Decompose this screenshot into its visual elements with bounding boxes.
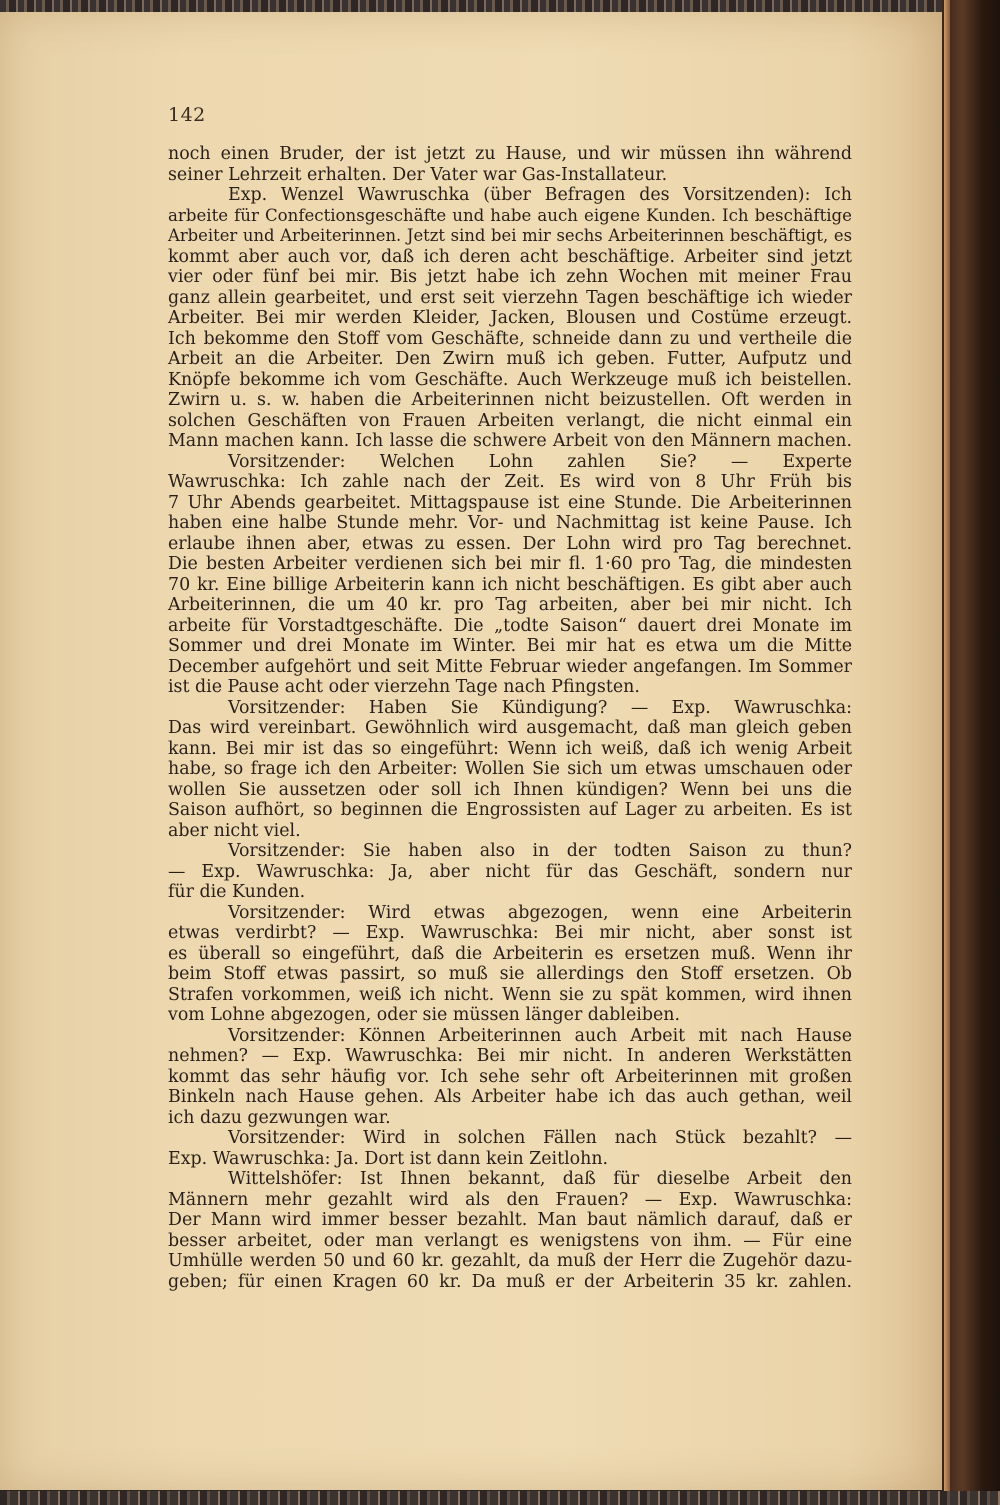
text-line: Exp. Wenzel Wawruschka (über Befragen des Vorsitzenden): Ich [228, 185, 852, 205]
text-line: beim Stoff etwas passirt, so muß sie allerdings den Stoff ersetzen. Ob [168, 964, 852, 984]
text-line: Arbeit an die Arbeiter. Den Zwirn muß ich geben. Futter, Aufputz und [168, 349, 852, 369]
text-line: Ich bekomme den Stoff vom Geschäfte, schneide dann zu und vertheile die [168, 328, 852, 349]
text-line: solchen Geschäften von Frauen Arbeiten verlangt, die nicht einmal ein [168, 410, 852, 431]
text-line: wollen Sie aussetzen oder soll ich Ihnen kündigen? Wenn bei uns die [168, 779, 852, 800]
text-line: erlaube ihnen aber, etwas zu essen. Der Lohn wird pro Tag berechnet. [168, 533, 852, 554]
text-line: Arbeiter und Arbeiterinnen. Jetzt sind bei mir sechs Arbeiterinnen beschäftigt, es [168, 226, 852, 245]
text-line: Exp. Wawruschka: Ja. Dort ist dann kein Zeitlohn. [168, 1148, 609, 1169]
text-line: haben eine halbe Stunde mehr. Vor- und Nachmittag ist keine Pause. Ich [168, 513, 852, 533]
text-line: arbeite für Vorstadtgeschäfte. Die „todte Saison“ dauert drei Monate im [168, 615, 852, 636]
text-line: es überall so eingeführt, daß die Arbeiterin es ersetzen muß. Wenn ihr [168, 943, 852, 964]
text-line: Vorsitzender: Haben Sie Kündigung? — Exp. Wawruschka: [228, 697, 852, 718]
text-line: für die Kunden. [168, 882, 306, 902]
text-line: Vorsitzender: Wird etwas abgezogen, wenn eine Arbeiterin [228, 902, 852, 923]
text-line: Zwirn u. s. w. haben die Arbeiterinnen nicht beizustellen. Oft werden in [168, 390, 852, 410]
text-line: Sommer und drei Monate im Winter. Bei mir hat es etwa um die Mitte [168, 636, 852, 656]
text-line: etwas verdirbt? — Exp. Wawruschka: Bei mir nicht, aber sonst ist [168, 923, 852, 943]
text-line: — Exp. Wawruschka: Ja, aber nicht für das Geschäft, sondern nur [168, 861, 852, 882]
page-number: 142 [168, 104, 206, 126]
text-line: vier oder fünf bei mir. Bis jetzt habe ich zehn Wochen mit meiner Frau [168, 267, 852, 287]
text-line: noch einen Bruder, der ist jetzt zu Hause, und wir müssen ihn während [168, 144, 852, 164]
text-line: ist die Pause acht oder vierzehn Tage nach Pfingsten. [168, 677, 640, 697]
body-paragraphs [168, 144, 852, 1292]
text-line: Arbeiterinnen, die um 40 kr. pro Tag arbeiten, aber bei mir nicht. Ich [168, 595, 852, 615]
text-line: kann. Bei mir ist das so eingeführt: Wenn ich weiß, daß ich wenig Arbeit [168, 738, 852, 759]
text-line: Der Mann wird immer besser bezahlt. Man baut nämlich darauf, daß er [168, 1210, 852, 1230]
text-line: vom Lohne abgezogen, oder sie müssen länger dableiben. [168, 1005, 680, 1025]
text-line: ganz allein gearbeitet, und erst seit vierzehn Tagen beschäftige ich wieder [168, 287, 852, 308]
text-line: Arbeiter. Bei mir werden Kleider, Jacken, Blousen und Costüme erzeugt. [168, 308, 852, 328]
text-line: aber nicht viel. [168, 820, 301, 841]
text-line: arbeite für Confectionsgeschäfte und habe auch eigene Kunden. Ich beschäftige [168, 205, 852, 225]
text-line: Umhülle werden 50 und 60 kr. gezahlt, da muß der Herr die Zugehör dazu- [168, 1251, 852, 1271]
text-line: habe, so frage ich den Arbeiter: Wollen Sie sich um etwas umschauen oder [168, 759, 852, 779]
text-line: Wittelshöfer: Ist Ihnen bekannt, daß für dieselbe Arbeit den [228, 1169, 852, 1189]
text-line: Vorsitzender: Welchen Lohn zahlen Sie? — Experte [228, 451, 852, 472]
text-line: kommt aber auch vor, daß ich deren acht beschäftige. Arbeiter sind jetzt [168, 246, 852, 267]
text-line: Die besten Arbeiter verdienen sich bei mir fl. 1·60 pro Tag, die mindesten [168, 554, 852, 574]
text-line: Männern mehr gezahlt wird als den Frauen? — Exp. Wawruschka: [168, 1189, 852, 1210]
text-line: December aufgehört und seit Mitte Februar wieder angefangen. Im Sommer [168, 656, 852, 677]
text-line: Saison aufhört, so beginnen die Engrossisten auf Lager zu arbeiten. Es ist [168, 800, 852, 820]
text-line: kommt das sehr häufig vor. Ich sehe sehr oft Arbeiterinnen mit großen [168, 1066, 852, 1087]
text-line: ich dazu gezwungen war. [168, 1107, 391, 1128]
text-line: Vorsitzender: Können Arbeiterinnen auch Arbeit mit nach Hause [228, 1025, 852, 1046]
book-binding [942, 0, 1000, 1505]
text-line: Das wird vereinbart. Gewöhnlich wird ausgemacht, daß man gleich geben [168, 718, 852, 738]
text-line: besser arbeitet, oder man verlangt es wenigstens von ihm. — Für eine [168, 1230, 852, 1251]
text-line: nehmen? — Exp. Wawruschka: Bei mir nicht. In anderen Werkstätten [168, 1046, 852, 1066]
text-line: seiner Lehrzeit erhalten. Der Vater war Gas-Installateur. [168, 164, 668, 185]
text-line: geben; für einen Kragen 60 kr. Da muß er der Arbeiterin 35 kr. zahlen. [168, 1271, 852, 1292]
book-bottom-edge [0, 1491, 1000, 1505]
text-line: Strafen vorkommen, weiß ich nicht. Wenn sie zu spät kommen, wird ihnen [168, 984, 852, 1005]
text-line: Vorsitzender: Sie haben also in der todten Saison zu thun? [228, 841, 852, 861]
text-line: Binkeln nach Hause gehen. Als Arbeiter habe ich das auch gethan, weil [168, 1087, 852, 1107]
text-line: Vorsitzender: Wird in solchen Fällen nach Stück bezahlt? — [228, 1128, 852, 1148]
page-body-text [168, 144, 852, 1292]
text-line: Knöpfe bekomme ich vom Geschäfte. Auch Werkzeuge muß ich beistellen. [168, 369, 852, 390]
text-line: Wawruschka: Ich zahle nach der Zeit. Es wird von 8 Uhr Früh bis [168, 472, 852, 492]
text-line: 70 kr. Eine billige Arbeiterin kann ich nicht beschäftigen. Es gibt aber auch [168, 574, 852, 595]
text-line: Mann machen kann. Ich lasse die schwere Arbeit von den Männern machen. [168, 431, 852, 451]
text-line: 7 Uhr Abends gearbeitet. Mittagspause ist eine Stunde. Die Arbeiterinnen [168, 492, 852, 513]
